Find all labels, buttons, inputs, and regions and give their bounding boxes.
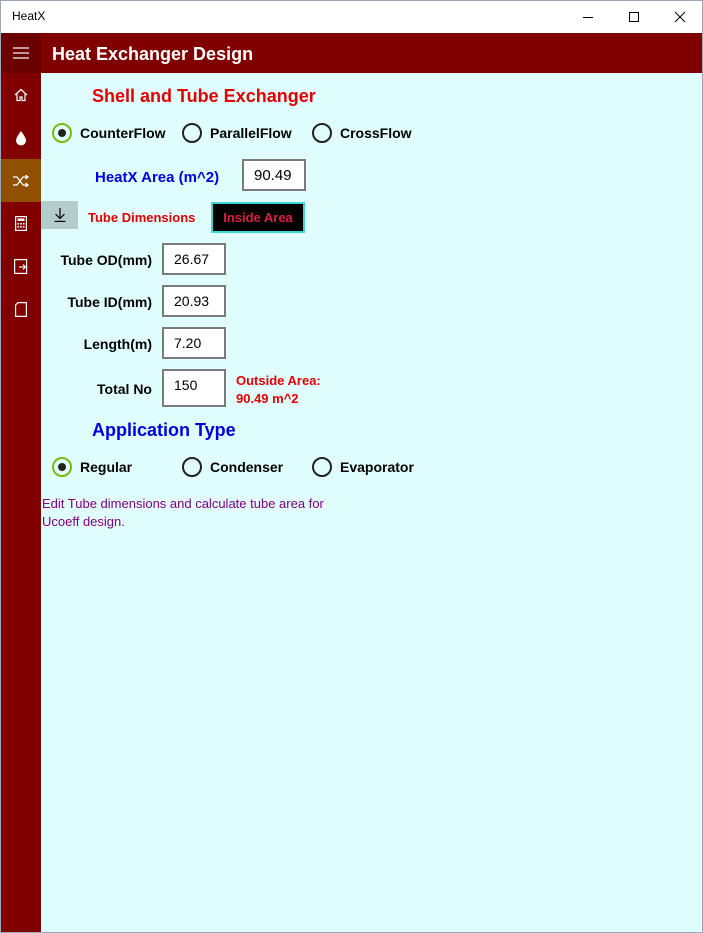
minimize-icon	[582, 11, 594, 23]
radio-label: Condenser	[210, 459, 284, 475]
minimize-button[interactable]	[565, 1, 611, 33]
sidebar-item-fluid[interactable]	[1, 116, 41, 159]
download-arrow-icon	[54, 208, 66, 222]
maximize-icon	[628, 11, 640, 23]
radio-crossflow[interactable]	[312, 123, 412, 143]
hamburger-icon	[13, 47, 29, 59]
sidebar-item-exchanger[interactable]	[1, 159, 41, 202]
radio-circle	[182, 123, 202, 143]
total-no-label: Total No	[97, 381, 152, 397]
tube-id-input[interactable]: 20.93	[162, 285, 226, 317]
radio-label: Evaporator	[340, 459, 414, 475]
length-label: Length(m)	[83, 336, 152, 352]
sidebar-item-calculator[interactable]	[1, 202, 41, 245]
radio-label: ParallelFlow	[210, 125, 292, 141]
close-icon	[674, 11, 686, 23]
radio-circle	[312, 457, 332, 477]
title-bar	[1, 1, 702, 33]
app-header	[1, 33, 702, 73]
download-button[interactable]	[41, 201, 78, 229]
radio-evaporator[interactable]	[312, 457, 414, 477]
radio-circle	[52, 123, 72, 143]
radio-label: Regular	[80, 459, 133, 475]
radio-circle	[52, 457, 72, 477]
tube-od-input[interactable]: 26.67	[162, 243, 226, 275]
radio-parallelflow[interactable]	[182, 123, 292, 143]
total-no-input[interactable]: 150	[162, 369, 226, 407]
sidebar-item-notes[interactable]	[1, 288, 41, 331]
shuffle-icon	[13, 175, 29, 187]
main-content	[41, 73, 702, 933]
radio-condenser[interactable]	[182, 457, 283, 477]
length-input[interactable]: 7.20	[162, 327, 226, 359]
heatx-area-label: HeatX Area (m^2)	[95, 169, 220, 186]
droplet-icon	[15, 130, 27, 146]
home-icon	[14, 88, 28, 102]
outside-area-value: 90.49 m^2	[236, 391, 299, 406]
radio-regular[interactable]	[52, 457, 132, 477]
sidebar-item-export[interactable]	[1, 245, 41, 288]
section-title: Shell and Tube Exchanger	[92, 86, 316, 106]
sidebar-item-home[interactable]	[1, 73, 41, 116]
window-title: HeatX	[12, 9, 46, 23]
heatx-area-input[interactable]: 90.49	[242, 159, 306, 191]
export-icon	[14, 259, 28, 274]
maximize-button[interactable]	[611, 1, 657, 33]
tube-id-label: Tube ID(mm)	[67, 294, 152, 310]
calculator-icon	[15, 216, 27, 231]
sidebar	[1, 73, 41, 933]
application-type-title: Application Type	[92, 420, 236, 440]
hamburger-button[interactable]	[1, 33, 41, 73]
inside-area-button[interactable]: Inside Area	[211, 202, 305, 233]
outside-area-text	[236, 372, 321, 408]
radio-label: CrossFlow	[340, 125, 412, 141]
radio-circle	[312, 123, 332, 143]
info-text: Edit Tube dimensions and calculate tube area for Ucoeff design.	[42, 496, 324, 529]
outside-area-label: Outside Area:	[236, 373, 321, 388]
radio-circle	[182, 457, 202, 477]
radio-counterflow[interactable]	[52, 123, 166, 143]
page-title: Heat Exchanger Design	[52, 44, 254, 64]
tube-dimensions-label: Tube Dimensions	[88, 210, 196, 225]
page-icon	[15, 302, 27, 317]
radio-label: CounterFlow	[80, 125, 166, 141]
close-button[interactable]	[657, 1, 703, 33]
tube-od-label: Tube OD(mm)	[60, 252, 152, 268]
